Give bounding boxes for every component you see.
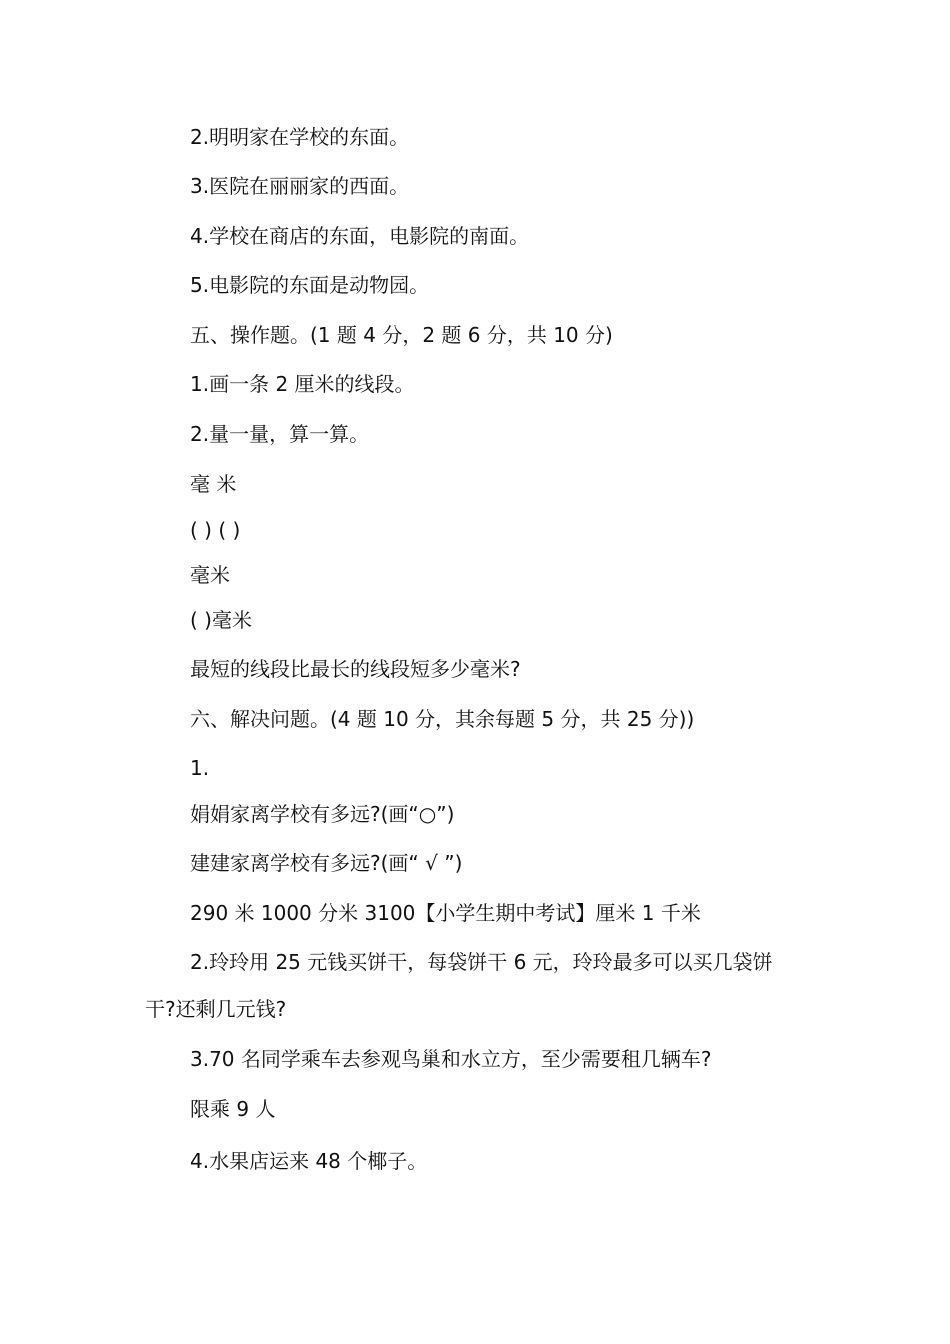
text-line: 3.70 名同学乘车去参观鸟巢和水立方，至少需要租几辆车?: [190, 1047, 712, 1071]
text-line: ( )毫米: [190, 608, 252, 632]
text-line: 3.医院在丽丽家的西面。: [190, 174, 410, 198]
text-line: 毫 米: [190, 472, 237, 496]
text-line: 4.学校在商店的东面，电影院的南面。: [190, 224, 530, 248]
text-line: 1.画一条 2 厘米的线段。: [190, 372, 415, 396]
section-heading: 五、操作题。(1 题 4 分，2 题 6 分，共 10 分): [190, 323, 613, 347]
text-line: 2.量一量，算一算。: [190, 422, 370, 446]
text-line: 1.: [190, 756, 210, 780]
text-line: 最短的线段比最长的线段短多少毫米?: [190, 657, 521, 681]
text-line: ( ) ( ): [190, 518, 241, 542]
text-line: 5.电影院的东面是动物园。: [190, 273, 430, 297]
section-heading: 六、解决问题。(4 题 10 分，其余每题 5 分，共 25 分)): [190, 707, 695, 731]
text-line: 2.玲玲用 25 元钱买饼干，每袋饼干 6 元，玲玲最多可以买几袋饼: [190, 950, 773, 974]
text-line: 4.水果店运来 48 个椰子。: [190, 1149, 428, 1173]
text-line: 限乘 9 人: [190, 1097, 276, 1121]
text-line: 2.明明家在学校的东面。: [190, 125, 410, 149]
text-line: 290 米 1000 分米 3100【小学生期中考试】厘米 1 千米: [190, 901, 701, 925]
text-line: 毫米: [190, 563, 230, 587]
text-line: 干?还剩几元钱?: [145, 997, 287, 1021]
text-line: 娟娟家离学校有多远?(画“○”): [190, 802, 455, 826]
text-line: 建建家离学校有多远?(画“ √ ”): [190, 851, 463, 875]
